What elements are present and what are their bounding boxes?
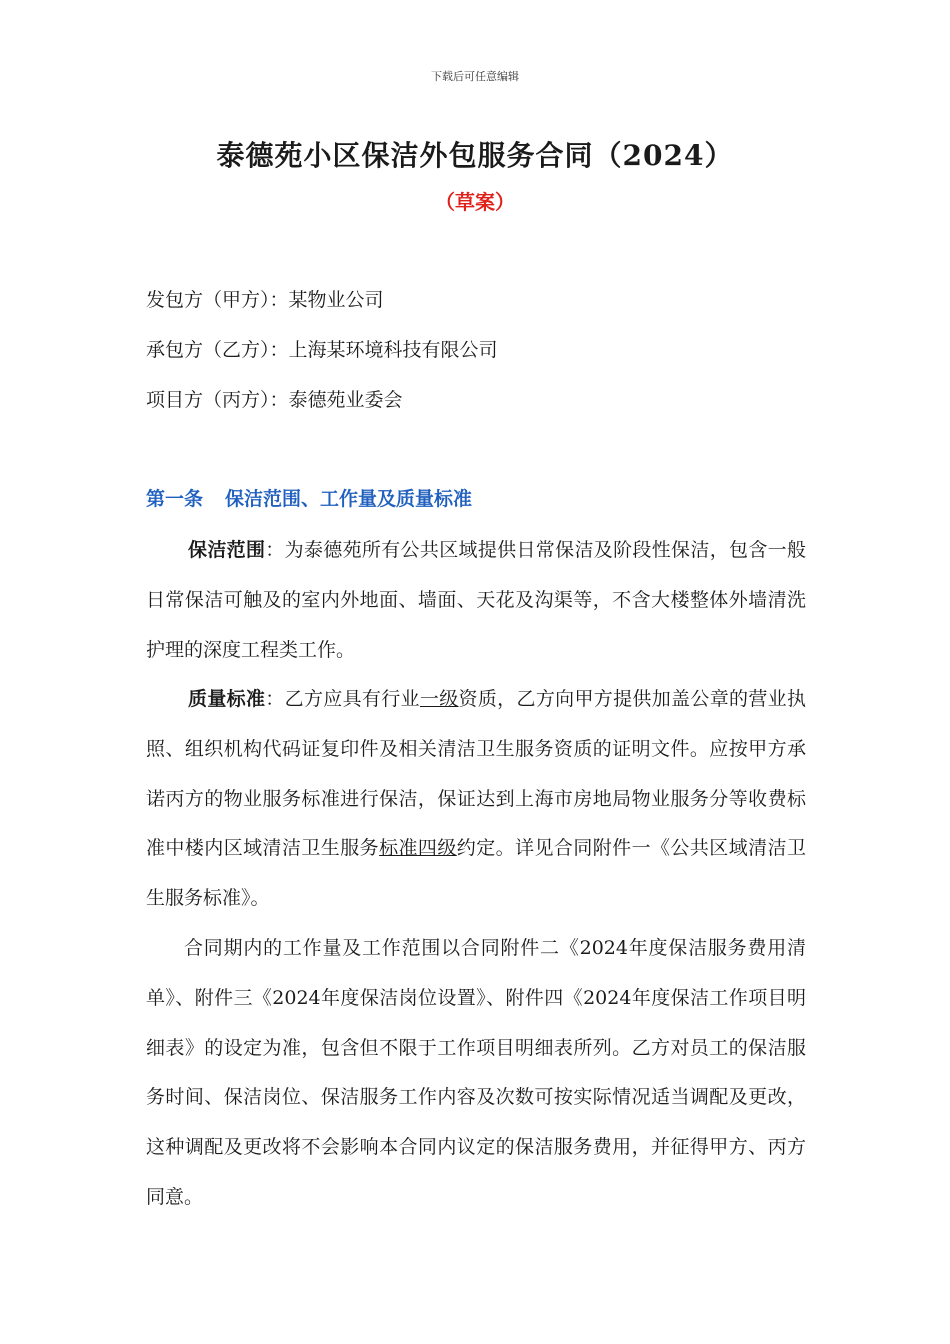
draft-label: （草案）	[435, 190, 515, 214]
party-b-line: 承包方（乙方）：上海某环境科技有限公司	[146, 339, 498, 361]
section-1-number: 第一条	[146, 488, 204, 510]
page-header-note: 下载后可任意编辑	[431, 70, 519, 83]
workload-paragraph: 合同期内的工作量及工作范围以合同附件二《2024年度保洁服务费用清单》、附件三《2024年度保洁岗位设置》、附件四《2024年度保洁工作项目明细表》的设定为准，包含但不限于工作项目明细表所列。乙方对员工的保洁服务时间、保洁岗位、保洁服务工作内容及次数可按实际情况适当调配及更改，这种调配及更改将不会影响本合同内议定的保洁服务费用，并征得甲方、丙方同意。	[146, 937, 806, 1208]
party-c-line: 项目方（丙方）：泰德苑业委会	[146, 389, 403, 411]
quality-paragraph	[146, 675, 806, 924]
quality-underline-standard: 标准四级	[379, 837, 457, 860]
quality-text-3: 约定。详见合同附件一《公共区域清洁卫生服务标准》。	[146, 837, 806, 910]
section-1-heading	[146, 484, 472, 511]
scope-text: ：为泰德苑所有公共区域提供日常保洁及阶段性保洁，包含一般日常保洁可触及的室内外地面、墙面、天花及沟渠等，不含大楼整体外墙清洗护理的深度工程类工作。	[146, 539, 806, 661]
quality-text-2: 资质，乙方向甲方提供加盖公章的营业执照、组织机构代码证复印件及相关清洁卫生服务资质的证明文件。应按甲方承诺丙方的物业服务标准进行保洁，保证达到上海市房地局物业服务分等收费标准中楼内区域清洁卫生服务	[146, 688, 806, 860]
document-title: 泰德苑小区保洁外包服务合同（2024）	[216, 139, 734, 172]
quality-lead: 质量标准	[188, 688, 266, 710]
scope-paragraph	[146, 526, 806, 675]
party-a-line: 发包方（甲方）：某物业公司	[146, 289, 384, 311]
quality-text-1: ：乙方应具有行业	[265, 688, 420, 710]
quality-underline-level: 一级	[419, 688, 459, 710]
section-1-title: 保洁范围、工作量及质量标准	[225, 488, 473, 510]
scope-lead: 保洁范围	[188, 539, 266, 561]
